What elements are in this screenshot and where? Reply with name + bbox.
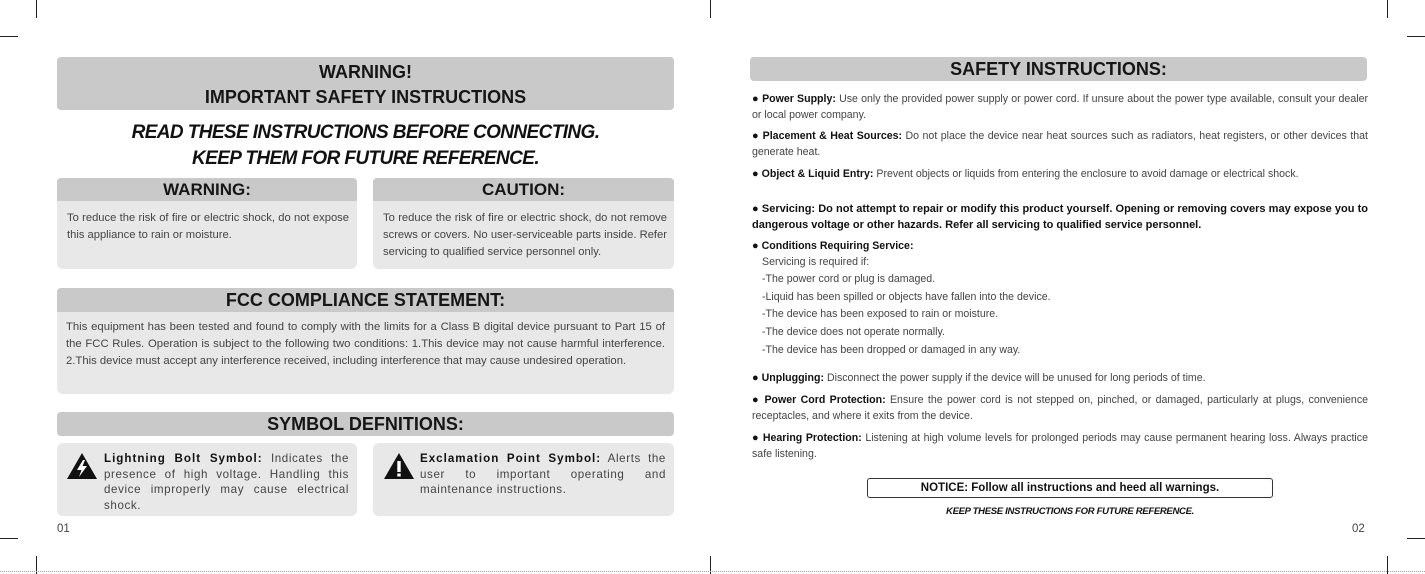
lightning-warning-icon — [66, 452, 98, 480]
fcc-title: FCC COMPLIANCE STATEMENT: — [57, 288, 674, 312]
power-supply-text: Use only the provided power supply or power cord. If unsure about the power type available, consult your dealer or local power company. — [752, 93, 1368, 121]
crop-mark — [1407, 36, 1425, 37]
condition-item: -Liquid has been spilled or objects have fallen into the device. — [762, 291, 1051, 303]
object-label: Object & Liquid Entry: — [761, 168, 874, 180]
notice-box: NOTICE: Follow all instructions and heed all warnings. — [867, 478, 1273, 498]
lightning-label: Lightning Bolt Symbol: — [104, 452, 263, 465]
cord-text: Ensure the power cord is not stepped on, pinched, or damaged, particularly at plugs, convenience receptacles, and where it exits from the device. — [752, 394, 1369, 422]
conditions-label: Conditions Requiring Service: — [761, 240, 914, 252]
page-number-left: 01 — [57, 523, 70, 535]
cord-label: Power Cord Protection: — [764, 394, 886, 406]
bullet-power-supply: ● Power Supply: Use only the provided power supply or power cord. If unsure about the power type available, consult your dealer or local power company. — [752, 93, 1368, 121]
exclamation-text: Alerts the user to important operating and maintenance instructions. — [420, 452, 666, 496]
servicing-text: Servicing: Do not attempt to repair or modify this product yourself. Opening or removing covers may expose you to dangerous voltage or other hazards. Refer all servicing to qualified service personnel. — [752, 203, 1368, 231]
bullet-unplugging: ● Unplugging: Disconnect the power supply if the device will be unused for long periods of time. — [752, 372, 1206, 384]
bullet-hearing: ● Hearing Protection: Listening at high volume levels for prolonged periods may cause permanent hearing loss. Always practice safe listening. — [752, 432, 1368, 460]
lightning-description — [104, 451, 349, 513]
conditions-intro: Servicing is required if: — [762, 256, 870, 268]
bullet-conditions: ● Conditions Requiring Service: — [752, 240, 914, 252]
warning-header-line2: IMPORTANT SAFETY INSTRUCTIONS — [204, 87, 527, 107]
warning-text: To reduce the risk of fire or electric shock, do not expose this appliance to rain or moisture. — [67, 212, 349, 241]
bullet-servicing: ● Servicing: Do not attempt to repair or modify this product yourself. Opening or removing covers may expose you to dangerous voltage or other hazards. Refer all servicing to qualified service personnel. — [752, 203, 1368, 231]
read-instructions-line1: READ THESE INSTRUCTIONS BEFORE CONNECTING. — [131, 122, 600, 143]
power-supply-label: Power Supply: — [762, 93, 836, 105]
condition-item: -The device has been dropped or damaged in any way. — [762, 344, 1021, 356]
bottom-dotted-border — [0, 571, 1425, 572]
exclamation-warning-icon — [383, 452, 415, 480]
condition-item: -The device has been exposed to rain or moisture. — [762, 308, 999, 320]
unplugging-text: Disconnect the power supply if the device will be unused for long periods of time. — [826, 372, 1206, 384]
object-text: Prevent objects or liquids from entering the enclosure to avoid damage or electrical shock. — [876, 168, 1299, 180]
caution-text: To reduce the risk of fire or electric shock, do not remove screws or covers. No user-serviceable parts inside. Refer servicing to qualified service personnel only. — [383, 212, 667, 258]
bullet-object-entry: ● Object & Liquid Entry: Prevent objects or liquids from entering the enclosure to avoid damage or electrical shock. — [752, 168, 1299, 180]
fcc-text: This equipment has been tested and found to comply with the limits for a Class B digital device pursuant to Part 15 of the FCC Rules. Operation is subject to the following two conditions: 1.This device may not cause harmful interference. 2.This device must accept any interference received, including interference that may cause undesired operation. — [66, 321, 665, 367]
caution-title: CAUTION: — [373, 178, 674, 201]
keep-instructions: KEEP THESE INSTRUCTIONS FOR FUTURE REFERENCE. — [946, 506, 1194, 517]
crop-mark — [1407, 538, 1425, 539]
bullet-placement: ● Placement & Heat Sources: Do not place the device near heat sources such as radiators, heat registers, or other devices that generate heat. — [752, 130, 1368, 158]
warning-title: WARNING: — [57, 178, 357, 201]
crop-mark — [0, 538, 18, 539]
crop-mark — [1387, 0, 1388, 18]
placement-label: Placement & Heat Sources: — [762, 130, 903, 142]
bullet-power-cord: ● Power Cord Protection: Ensure the power cord is not stepped on, pinched, or damaged, particularly at plugs, convenience receptacles, and where it exits from the device. — [752, 394, 1369, 422]
crop-mark — [0, 36, 18, 37]
read-instructions-line2: KEEP THEM FOR FUTURE REFERENCE. — [192, 148, 539, 169]
crop-mark — [710, 0, 711, 18]
hearing-text: Listening at high volume levels for prolonged periods may cause permanent hearing loss. Always practice safe listening. — [752, 432, 1368, 460]
lightning-text: Indicates the presence of high voltage. Handling this device improperly may cause electrical shock. — [104, 452, 350, 512]
condition-item: -The device does not operate normally. — [762, 326, 945, 338]
warning-header-line1: WARNING! — [319, 62, 412, 82]
page-number-right: 02 — [1352, 523, 1365, 535]
safety-instructions-title: SAFETY INSTRUCTIONS: — [750, 57, 1367, 81]
exclamation-label: Exclamation Point Symbol: — [420, 452, 602, 465]
warning-header — [57, 57, 674, 110]
crop-mark — [36, 0, 37, 18]
hearing-label: Hearing Protection: — [762, 432, 862, 444]
unplugging-label: Unplugging: — [761, 372, 824, 384]
exclamation-description — [420, 451, 666, 498]
condition-item: -The power cord or plug is damaged. — [762, 273, 936, 285]
placement-text: Do not place the device near heat sources such as radiators, heat registers, or other devices that generate heat. — [752, 130, 1368, 158]
symbols-title: SYMBOL DEFNITIONS: — [57, 412, 674, 436]
